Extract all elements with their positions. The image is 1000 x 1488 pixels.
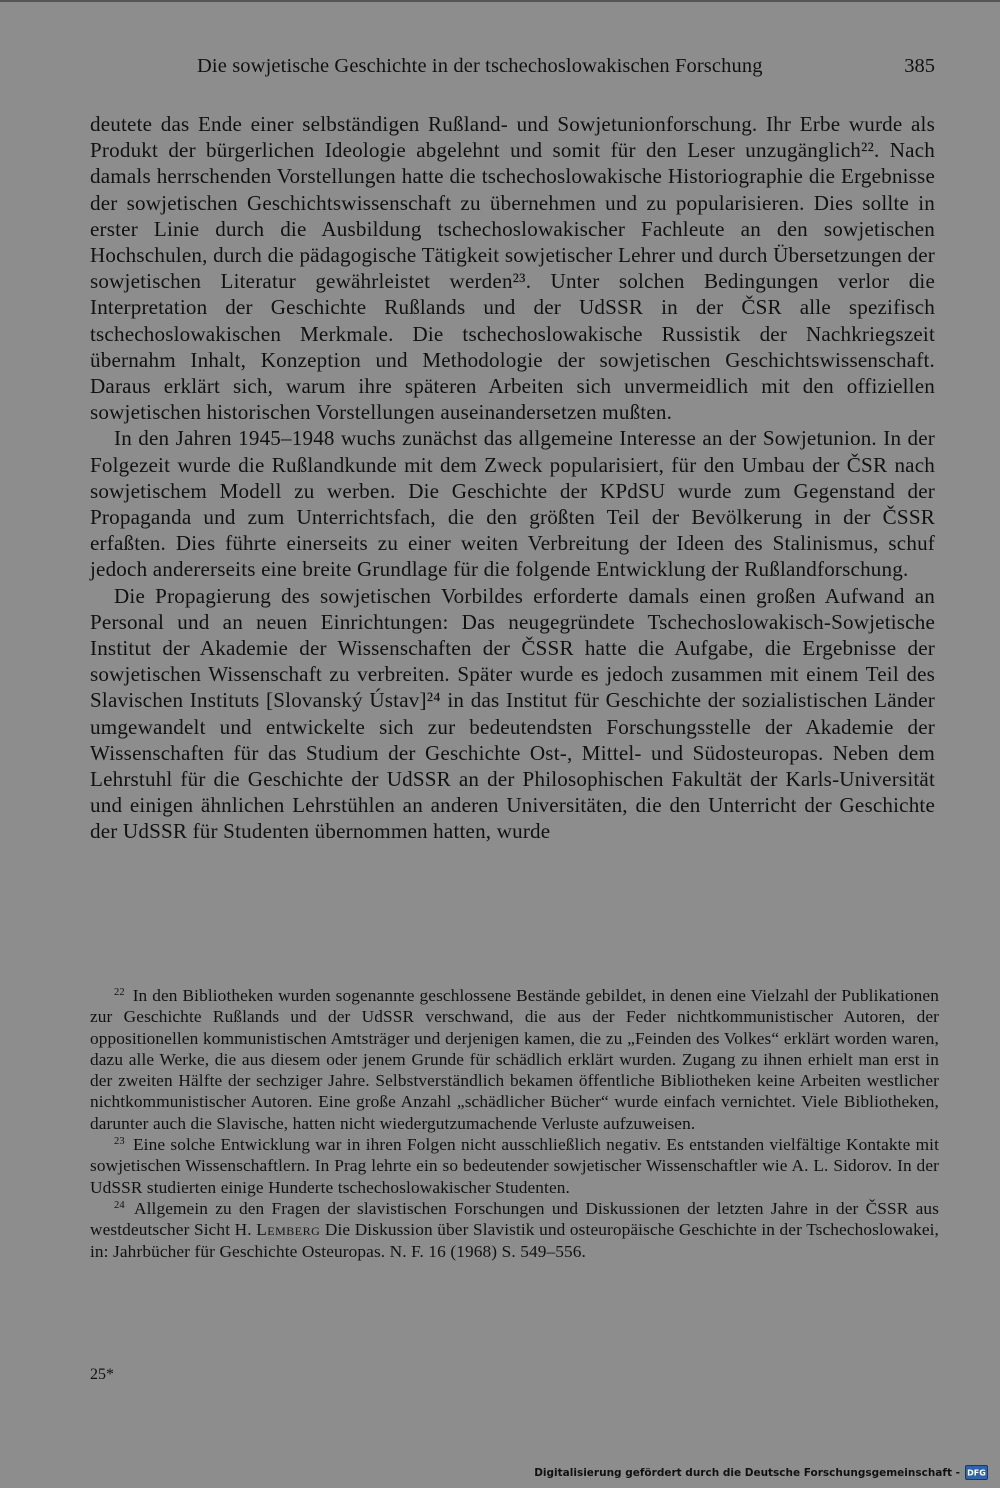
footnotes bbox=[90, 985, 939, 1262]
footnote-text-end: Die Diskussion über Slavistik und osteuropäische Geschichte in der Tschechoslowakei, in: Jahrbücher für Geschichte Osteuropas. N. F. 16 (1968) S. 549–556. bbox=[90, 1220, 939, 1261]
printer-signature-mark: 25* bbox=[90, 1366, 114, 1383]
page-number: 385 bbox=[904, 55, 935, 77]
running-title: Die sowjetische Geschichte in der tschechoslowakischen Forschung bbox=[197, 55, 763, 77]
footnote-24 bbox=[90, 1198, 939, 1262]
footnote-number: 22 bbox=[114, 987, 125, 998]
footnote-number: 24 bbox=[114, 1199, 125, 1211]
scan-top-edge bbox=[0, 0, 1000, 2]
body-paragraph: In den Jahren 1945–1948 wuchs zunächst das allgemeine Interesse an der Sowjetunion. In der Folgezeit wurde die Rußlandkunde mit dem Zweck popularisiert, für den Umbau der ČSR nach sowjetischem Modell zu werben. Die Geschichte der KPdSU wurde zum Gegenstand der Propaganda und zum Unterrichtsfach, die den größten Teil der Bevölkerung in der ČSSR erfaßten. Dies führte einerseits zu einer weiten Verbreitung der Ideen des Stalinismus, schuf jedoch andererseits eine breite Grundlage für die folgende Entwicklung der Rußlandforschung. bbox=[90, 426, 935, 582]
body-paragraph: deutete das Ende einer selbständigen Rußland- und Sowjetunionforschung. Ihr Erbe wurde als Produkt der bürgerlichen Ideologie abgelehnt und somit für den Leser unzugänglich²². Nach damals herrschenden Vorstellungen hatte die tschechoslowakische Historiographie die Ergebnisse der sowjetischen Geschichtswissenschaft zu übernehmen und zu popularisieren. Dies sollte in erster Linie durch die Ausbildung tschechoslowakischer Fachleute an den sowjetischen Hochschulen, durch die pädagogische Tätigkeit sowjetischer Lehrer und durch Übersetzungen der sowjetischen Literatur gewährleistet werden²³. Unter solchen Bedingungen verlor die Interpretation der Geschichte Rußlands und der UdSSR in der ČSR alle spezifisch tschechoslowakischen Merkmale. Die tschechoslowakische Russistik der Nachkriegszeit übernahm Inhalt, Konzeption und Methodologie der sowjetischen Geschichtswissenschaft. Daraus erklärt sich, warum ihre späteren Arbeiten sich unvermeidlich mit den offiziellen sowjetischen historischen Vorstellungen auseinandersetzen mußten. bbox=[90, 112, 935, 425]
footnote-text: In den Bibliotheken wurden sogenannte geschlossene Bestände gebildet, in denen eine Vielzahl der Publikationen zur Geschichte Rußlands und der UdSSR verschwand, die aus der Feder nichtkommunistischer Autoren, der oppositionellen kommunistischen Amtsträger und derjenigen kamen, die zu „Feinden des Volkes“ erklärt worden waren, dazu alle Werke, die aus diesem oder jenem Grunde für schädlich erklärt wurden. Zugang zu ihnen erhielt man erst in der zweiten Hälfte der sechziger Jahre. Selbstverständlich bekamen öffentliche Bibliotheken keine Arbeiten westlicher nichtkommunistischer Autoren. Eine große Anzahl „schädlicher Bücher“ wurde einfach vernichtet. Viele Bibliotheken, darunter auch die Slavische, hatten nicht wiedergutzumachende Verluste aufzuweisen. bbox=[90, 986, 939, 1133]
footnote-number: 23 bbox=[114, 1136, 125, 1148]
funding-note bbox=[534, 1465, 988, 1480]
footnote-text: Eine solche Entwicklung war in ihren Folgen nicht ausschließlich negativ. Es entstanden vielfältige Kontakte mit sowjetischen Wissenschaftlern. In Prag lehrte ein so bedeutender sowjetischer Wissenschaftler wie A. L. Sidorov. In der UdSSR studierten einige Hunderte tschechoslowakischer Studenten. bbox=[90, 1135, 939, 1197]
running-header bbox=[90, 55, 935, 81]
footnote-22 bbox=[90, 985, 939, 1134]
body-paragraph: Die Propagierung des sowjetischen Vorbildes erforderte damals einen großen Aufwand an Personal und an neuen Einrichtungen: Das neugegründete Tschechoslowakisch-Sowjetische Institut der Akademie der Wissenschaften der ČSSR hatte die Aufgabe, die Ergebnisse der sowjetischen Wissenschaft zu verbreiten. Später wurde es jedoch zusammen mit einem Teil des Slavischen Instituts [Slovanský Ústav]²⁴ in das Institut für Geschichte der sozialistischen Länder umgewandelt und entwickelte sich zur bedeutendsten Forschungsstelle der Akademie der Wissenschaften für das Studium der Geschichte Ost-, Mittel- und Südosteuropas. Neben dem Lehrstuhl für die Geschichte der UdSSR an der Philosophischen Fakultät der Karls-Universität und einigen ähnlichen Lehrstühlen an anderen Universitäten, die den Unterricht der Geschichte der UdSSR für Studenten übernommen hatten, wurde bbox=[90, 583, 935, 844]
main-text bbox=[90, 111, 935, 845]
footnote-author: Lemberg bbox=[256, 1220, 321, 1240]
dfg-logo-text: DFG bbox=[967, 1468, 986, 1478]
footnote-23 bbox=[90, 1134, 939, 1198]
dfg-logo-icon bbox=[965, 1465, 988, 1480]
footnote-text-start: Allgemein zu den Fragen der slavistischen Forschungen und Diskussionen der letzten Jahre in der ČSSR aus westdeutscher Sicht H. bbox=[90, 1198, 939, 1240]
funding-text: Digitalisierung gefördert durch die Deutsche Forschungsgemeinschaft - bbox=[534, 1466, 960, 1479]
